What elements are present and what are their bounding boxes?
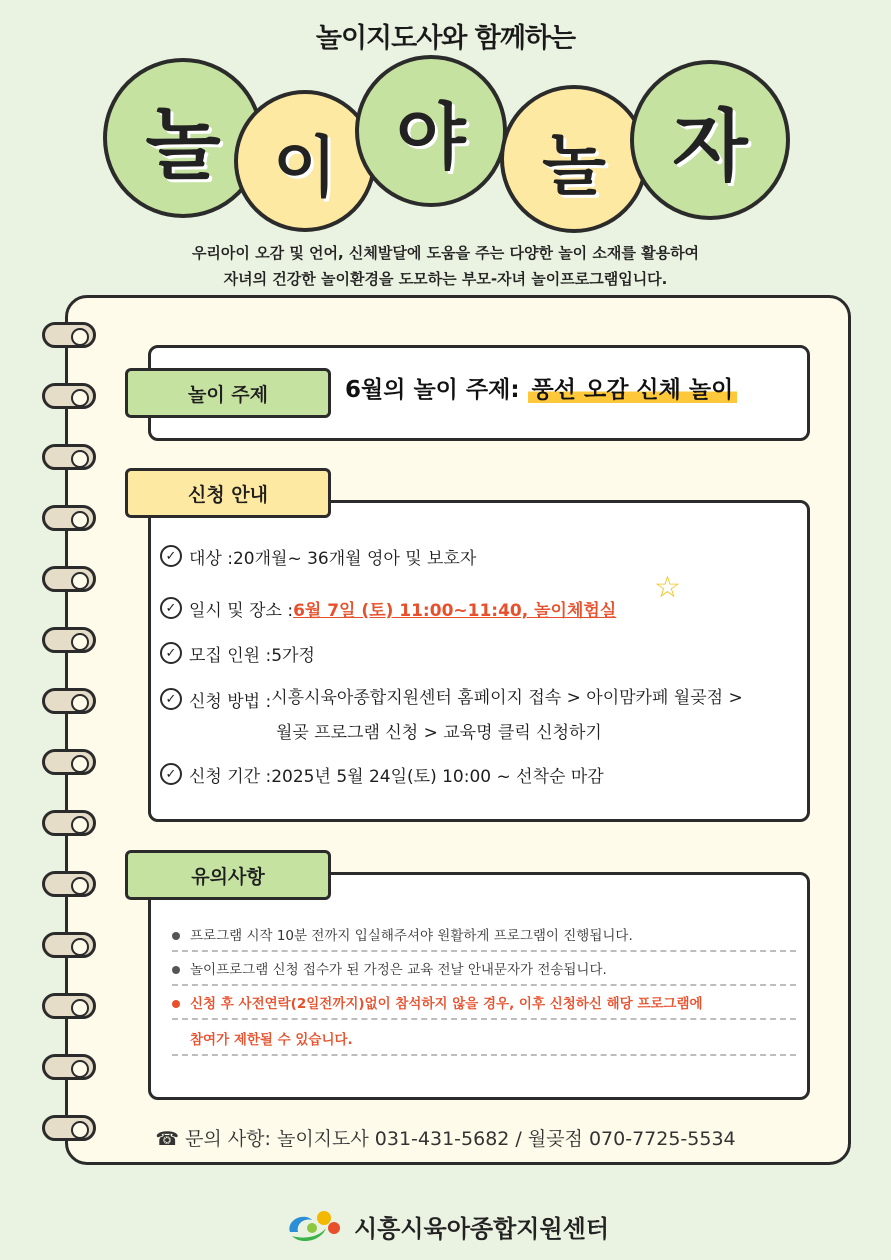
check-icon: ✓ <box>160 763 182 785</box>
theme-prefix: 6월의 놀이 주제: <box>345 377 528 403</box>
spiral-ring <box>42 322 96 348</box>
method-label: 신청 방법 : <box>189 692 272 712</box>
period-label: 신청 기간 : <box>189 767 272 787</box>
spiral-ring <box>42 688 96 714</box>
capacity-value: 5가정 <box>271 646 315 666</box>
check-icon: ✓ <box>160 688 182 710</box>
spiral-ring <box>42 444 96 470</box>
footer <box>0 1206 891 1246</box>
title-char: 놀 <box>145 100 221 190</box>
spiral-ring <box>42 383 96 409</box>
title-char: 놀 <box>542 126 606 204</box>
org-logo-icon <box>282 1206 344 1246</box>
spiral-ring <box>42 749 96 775</box>
intro-text <box>0 240 891 292</box>
method-line-2: 월곶 프로그램 신청 > 교육명 클릭 신청하기 <box>276 723 602 743</box>
bullet-icon <box>172 1000 180 1008</box>
note-warning-continued <box>172 1028 796 1056</box>
info-schedule <box>160 596 616 621</box>
capacity-label: 모집 인원 : <box>189 646 272 666</box>
note-text: 프로그램 시작 10분 전까지 입실해주셔야 원활하게 프로그램이 진행됩니다. <box>190 928 633 944</box>
apply-tag: 신청 안내 <box>125 468 331 518</box>
spiral-ring <box>42 810 96 836</box>
title-char: 이 <box>273 128 337 206</box>
spiral-ring <box>42 1054 96 1080</box>
title-char: 야 <box>396 95 466 179</box>
theme-highlight: 풍선 오감 신체 놀이 <box>528 377 738 403</box>
schedule-label: 일시 및 장소 : <box>189 601 294 621</box>
info-method-continued <box>276 718 602 743</box>
target-label: 대상 : <box>189 549 233 569</box>
intro-line-1: 우리아이 오감 및 언어, 신체발달에 도움을 주는 다양한 놀이 소재를 활용하여 <box>191 244 700 262</box>
theme-title <box>345 371 737 404</box>
title-char: 자 <box>672 102 748 192</box>
period-value: 2025년 5월 24일(토) 10:00 ~ 선착순 마감 <box>271 767 604 787</box>
check-icon: ✓ <box>160 597 182 619</box>
title-bubble-3 <box>355 55 507 207</box>
theme-tag: 놀이 주제 <box>125 368 331 418</box>
contact-info <box>0 1124 891 1151</box>
spiral-ring <box>42 871 96 897</box>
check-icon: ✓ <box>160 642 182 664</box>
org-name: 시흥시육아종합지원센터 <box>353 1214 610 1243</box>
contact-text: 문의 사항: 놀이지도사 031-431-5682 / 월곶점 070-7725-5534 <box>185 1128 736 1150</box>
info-method <box>160 687 743 713</box>
info-period <box>160 762 604 787</box>
star-icon: ☆ <box>654 570 681 605</box>
phone-icon: ☎ <box>155 1128 180 1150</box>
intro-line-2: 자녀의 건강한 놀이환경을 도모하는 부모-자녀 놀이프로그램입니다. <box>223 270 668 288</box>
check-icon: ✓ <box>160 545 182 567</box>
method-line-1: 시흥시육아종합지원센터 홈페이지 접속 > 아이맘카페 월곶점 > <box>271 688 743 708</box>
warning-line-1: 신청 후 사전연락(2일전까지)없이 참석하지 않을 경우, 이후 신청하신 해당 프로그램에 <box>190 996 703 1012</box>
bullet-icon <box>172 932 180 940</box>
note-warning <box>172 992 796 1020</box>
title-bubble-2 <box>234 90 376 232</box>
spiral-ring <box>42 566 96 592</box>
schedule-value: 6월 7일 (토) 11:00~11:40, 놀이체험실 <box>293 601 617 621</box>
notes-tag: 유의사항 <box>125 850 331 900</box>
info-target <box>160 544 476 569</box>
spiral-ring <box>42 627 96 653</box>
notes-panel <box>148 872 810 1100</box>
spiral-ring <box>42 505 96 531</box>
note-item <box>172 958 796 986</box>
header-subtitle: 놀이지도사와 함께하는 <box>315 23 576 54</box>
warning-line-2: 참여가 제한될 수 있습니다. <box>190 1032 353 1048</box>
target-value: 20개월~ 36개월 영아 및 보호자 <box>232 549 477 569</box>
spiral-ring <box>42 993 96 1019</box>
title-bubble-5 <box>630 60 790 220</box>
note-item <box>172 924 796 952</box>
info-capacity <box>160 641 315 666</box>
title-bubble-4 <box>500 85 648 233</box>
spiral-ring <box>42 932 96 958</box>
bullet-icon <box>172 966 180 974</box>
note-text: 놀이프로그램 신청 접수가 된 가정은 교육 전날 안내문자가 전송됩니다. <box>190 962 607 978</box>
